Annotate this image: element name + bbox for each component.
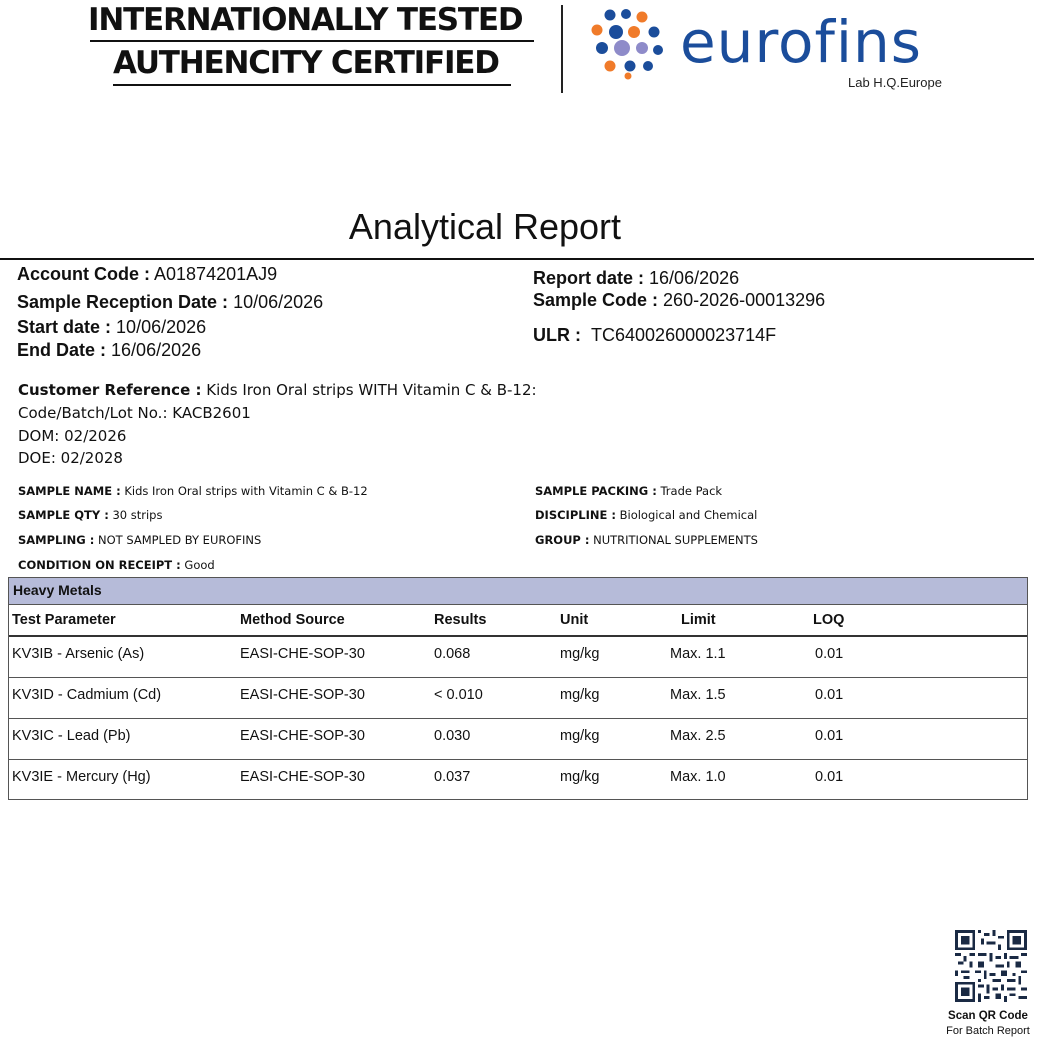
table-cell: Max. 1.1 (670, 646, 726, 662)
customer-ref-dom: DOM: 02/2026 (18, 427, 127, 445)
column-header: LOQ (813, 612, 845, 628)
header-line-2: AUTHENCITY CERTIFIED (113, 45, 499, 81)
table-cell: 0.01 (815, 646, 844, 662)
header-underline-2 (113, 84, 511, 86)
table-cell: EASI-CHE-SOP-30 (240, 728, 365, 744)
title-rule (0, 258, 1034, 260)
customer-ref-batch: Code/Batch/Lot No.: KACB2601 (18, 404, 251, 422)
header-line-1: INTERNATIONALLY TESTED (88, 2, 523, 38)
eurofins-subtitle: Lab H.Q.Europe (848, 75, 942, 90)
column-header: Limit (681, 612, 716, 628)
sample-name: SAMPLE NAME : Kids Iron Oral strips with Vitamin C & B-12 (18, 484, 368, 498)
table-cell: Max. 1.0 (670, 769, 726, 785)
qr-title: Scan QR Code (948, 1010, 1028, 1022)
table-header-row (9, 605, 1027, 637)
table-cell: mg/kg (560, 728, 600, 744)
table-cell: < 0.010 (434, 687, 483, 703)
condition-on-receipt: CONDITION ON RECEIPT : Good (18, 558, 215, 572)
table-row (9, 719, 1027, 760)
sample-qty: SAMPLE QTY : 30 strips (18, 508, 163, 522)
table-cell: 0.030 (434, 728, 471, 744)
customer-ref-doe: DOE: 02/2028 (18, 449, 123, 467)
start-date: Start date : 10/06/2026 (17, 317, 207, 337)
sample-packing: SAMPLE PACKING : Trade Pack (535, 484, 723, 498)
column-header: Test Parameter (12, 612, 116, 628)
column-header: Method Source (240, 612, 345, 628)
table-row (9, 678, 1027, 719)
account-code: Account Code : A01874201AJ9 (17, 264, 278, 284)
table-cell: mg/kg (560, 646, 600, 662)
table-cell: 0.037 (434, 769, 471, 785)
eurofins-wordmark: eurofins (680, 8, 923, 76)
table-cell: EASI-CHE-SOP-30 (240, 769, 365, 785)
group: GROUP : NUTRITIONAL SUPPLEMENTS (535, 533, 758, 547)
table-cell: KV3IB - Arsenic (As) (12, 646, 145, 662)
customer-reference: Customer Reference : Kids Iron Oral strips WITH Vitamin C & B-12: (18, 381, 537, 399)
table-cell: mg/kg (560, 687, 600, 703)
table-cell: KV3IC - Lead (Pb) (12, 728, 131, 744)
eurofins-logo-icon (588, 8, 666, 80)
end-date: End Date : 16/06/2026 (17, 340, 202, 360)
header-underline-1 (90, 40, 534, 42)
header-divider (561, 5, 563, 93)
ulr: ULR : TC640026000023714F (533, 325, 777, 345)
table-cell: KV3ID - Cadmium (Cd) (12, 687, 162, 703)
table-cell: 0.01 (815, 769, 844, 785)
sample-reception-date: Sample Reception Date : 10/06/2026 (17, 292, 324, 312)
table-row (9, 760, 1027, 801)
sampling: SAMPLING : NOT SAMPLED BY EUROFINS (18, 533, 262, 547)
table-cell: EASI-CHE-SOP-30 (240, 646, 365, 662)
table-cell: 0.068 (434, 646, 471, 662)
table-cell: EASI-CHE-SOP-30 (240, 687, 365, 703)
qr-subtitle: For Batch Report (946, 1025, 1030, 1037)
sample-code: Sample Code : 260-2026-00013296 (533, 290, 826, 310)
column-header: Results (434, 612, 487, 628)
report-title: Analytical Report (348, 206, 622, 247)
report-date: Report date : 16/06/2026 (533, 268, 740, 288)
table-cell: mg/kg (560, 769, 600, 785)
discipline: DISCIPLINE : Biological and Chemical (535, 508, 758, 522)
table-cell: KV3IE - Mercury (Hg) (12, 769, 151, 785)
table-row (9, 637, 1027, 678)
table-cell: Max. 1.5 (670, 687, 726, 703)
table-cell: 0.01 (815, 728, 844, 744)
table-cell: Max. 2.5 (670, 728, 726, 744)
column-header: Unit (560, 612, 589, 628)
heavy-metals-table (8, 577, 1028, 800)
table-cell: 0.01 (815, 687, 844, 703)
qr-code-icon[interactable] (954, 930, 1028, 1002)
table-title: Heavy Metals (9, 578, 1027, 605)
